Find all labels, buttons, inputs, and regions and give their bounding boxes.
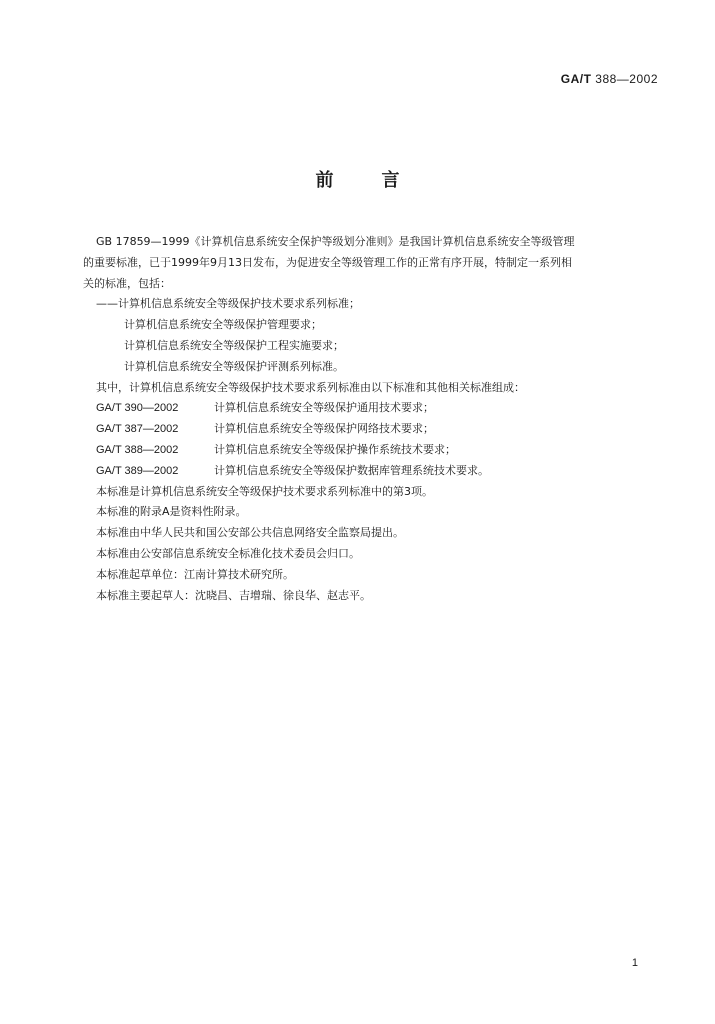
standard-number: GA/T 388—2002	[96, 443, 179, 456]
page-number: 1	[631, 957, 638, 969]
list-item-technical-requirements: ——计算机信息系统安全等级保护技术要求系列标准；	[96, 297, 360, 311]
standard-title: 计算机信息系统安全等级保护通用技术要求；	[214, 401, 434, 415]
standard-number: GA/T 389—2002	[96, 464, 179, 477]
page-title: 前言	[315, 170, 448, 191]
note-centralized-by: 本标准由公安部信息系统安全标准化技术委员会归口。	[96, 546, 360, 560]
note-proposed-by: 本标准由中华人民共和国公安部公共信息网络安全监察局提出。	[96, 526, 404, 540]
list-item-evaluation-standards: 计算机信息系统安全等级保护评测系列标准。	[124, 359, 344, 373]
note-series-position: 本标准是计算机信息系统安全等级保护技术要求系列标准中的第3项。	[96, 484, 433, 498]
foreword-body	[83, 232, 660, 606]
standard-title: 计算机信息系统安全等级保护网络技术要求；	[214, 422, 434, 436]
intro-line-3: 关的标准，包括：	[83, 276, 171, 290]
intro-line-2: 的重要标准，已于1999年9月13日发布，为促进安全等级管理工作的正常有序开展，特制定一系列相	[83, 255, 572, 269]
note-drafters: 本标准主要起草人：沈晓昌、吉增瑞、徐良华、赵志平。	[96, 588, 371, 602]
list-item-engineering-requirements: 计算机信息系统安全等级保护工程实施要求；	[124, 338, 344, 352]
standard-row	[96, 419, 660, 440]
intro-line-1: GB 17859—1999《计算机信息系统安全保护等级划分准则》是我国计算机信息系统安全等级管理	[96, 235, 575, 248]
list-item-management-requirements: 计算机信息系统安全等级保护管理要求；	[124, 318, 322, 332]
standard-code-number: 388—2002	[595, 72, 658, 86]
standard-number: GA/T 390—2002	[96, 402, 179, 415]
standard-title: 计算机信息系统安全等级保护数据库管理系统技术要求。	[214, 463, 489, 477]
composition-intro: 其中，计算机信息系统安全等级保护技术要求系列标准由以下标准和其他相关标准组成：	[96, 380, 525, 394]
note-appendix: 本标准的附录A是资料性附录。	[96, 505, 247, 519]
note-drafting-unit: 本标准起草单位：江南计算技术研究所。	[96, 567, 294, 581]
standard-number: GA/T 387—2002	[96, 423, 179, 436]
intro-paragraph	[83, 232, 660, 294]
standard-row	[96, 398, 660, 419]
standard-row	[96, 440, 660, 461]
standard-code-prefix: GA/T	[560, 72, 592, 86]
standard-row	[96, 461, 660, 482]
standard-code-header	[561, 72, 658, 86]
standard-title: 计算机信息系统安全等级保护操作系统技术要求；	[214, 442, 456, 456]
